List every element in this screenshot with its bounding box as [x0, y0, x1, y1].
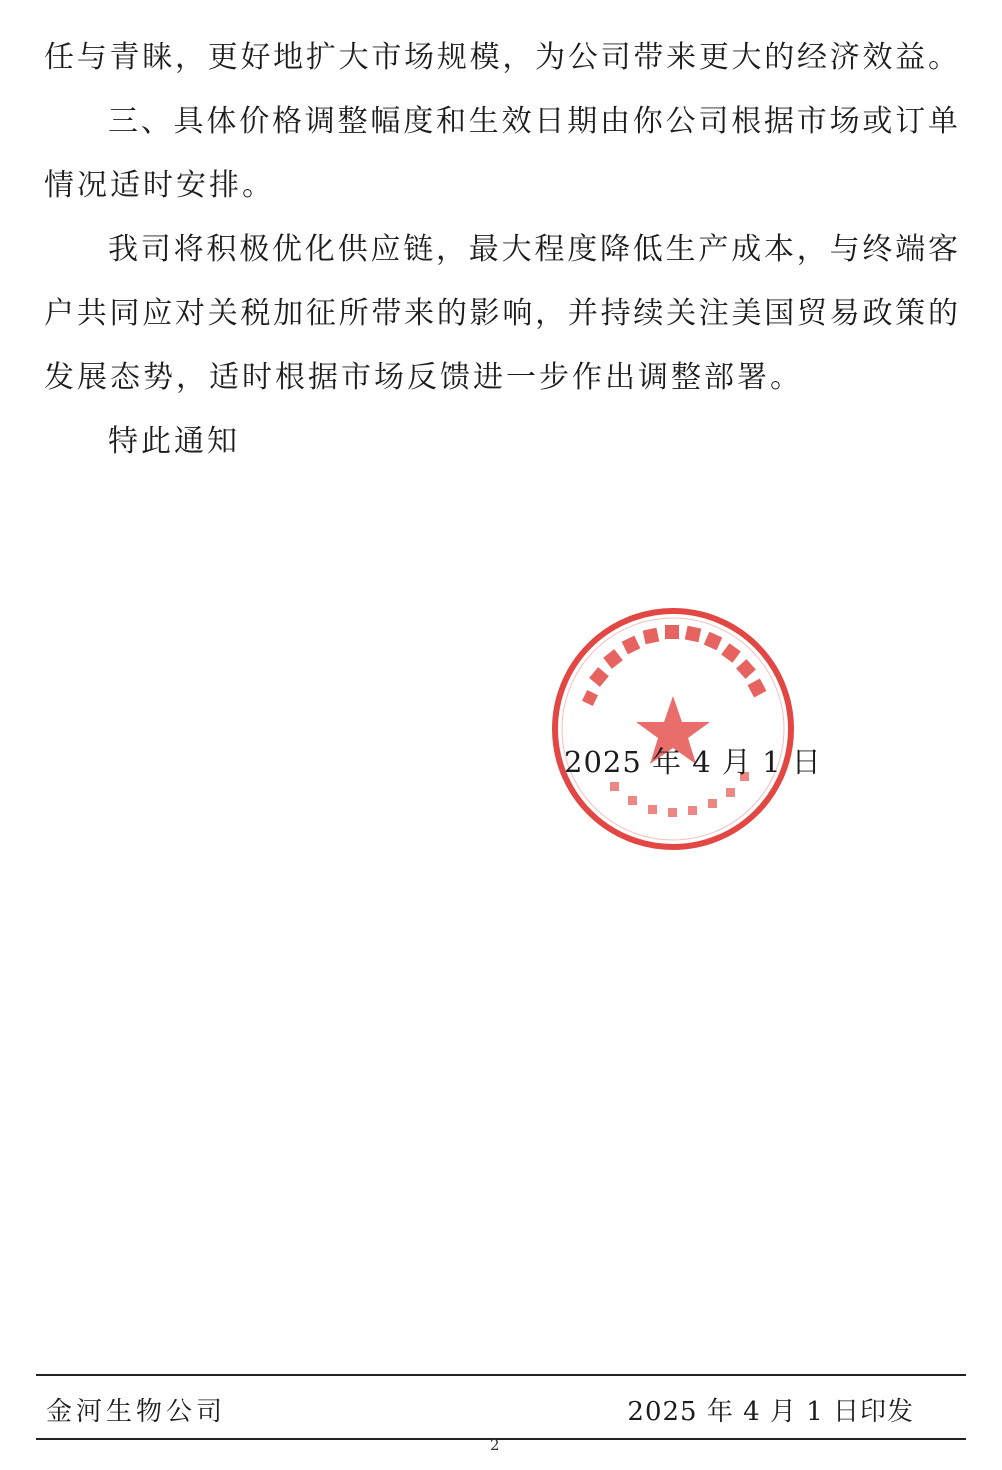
- signature-date: 2025 年 4 月 1 日: [564, 745, 822, 779]
- paragraph-line: 情况适时安排。: [44, 168, 275, 203]
- company-seal: [548, 604, 798, 854]
- paragraph-line: 户共同应对关税加征所带来的影响，并持续关注美国贸易政策的: [44, 296, 958, 331]
- paragraph-line: 三、具体价格调整幅度和生效日期由你公司根据市场或订单: [108, 104, 958, 139]
- paragraph-line: 发展态势，适时根据市场反馈进一步作出调整部署。: [44, 360, 803, 395]
- page-number: 2: [490, 1436, 500, 1454]
- footer-bottom-rule: [36, 1438, 966, 1440]
- paragraph-line: 任与青睐，更好地扩大市场规模，为公司带来更大的经济效益。: [44, 40, 958, 75]
- closing-line: 特此通知: [108, 424, 240, 459]
- footer-top-rule: [36, 1374, 966, 1376]
- paragraph-line: 我司将积极优化供应链，最大程度降低生产成本，与终端客: [108, 232, 958, 267]
- footer-issue-date: 2025 年 4 月 1 日印发: [627, 1397, 914, 1427]
- footer-issuer: 金河生物公司: [46, 1397, 227, 1427]
